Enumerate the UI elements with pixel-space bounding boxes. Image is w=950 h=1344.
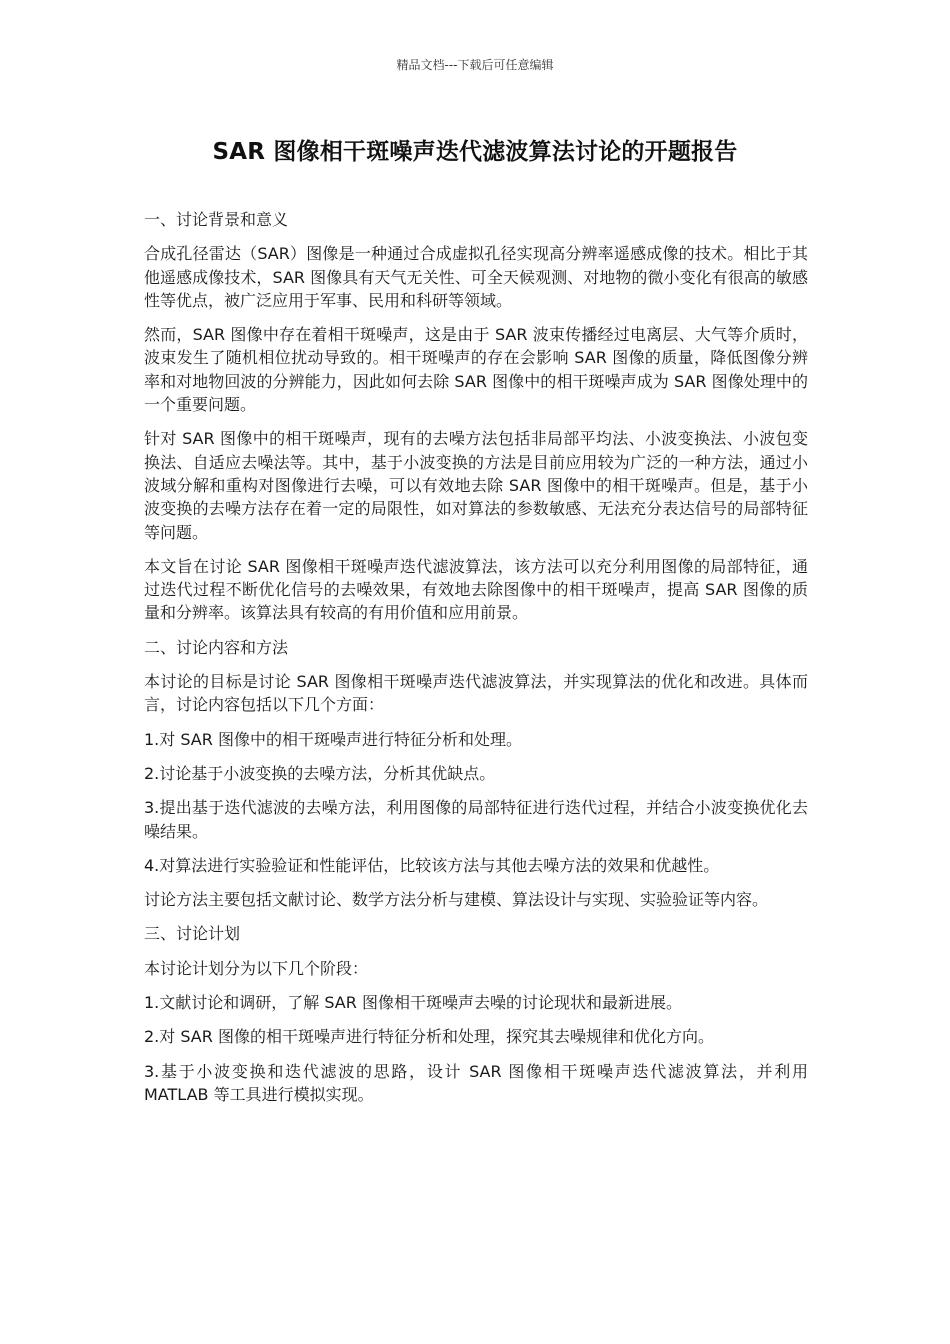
list-item: 2.对 SAR 图像的相干斑噪声进行特征分析和处理，探究其去噪规律和优化方向。 — [144, 1027, 714, 1047]
section-heading-content-methods: 二、讨论内容和方法 — [144, 637, 289, 657]
page-header: 精品文档---下载后可任意编辑 — [396, 58, 554, 72]
paragraph: 讨论方法主要包括文献讨论、数学方法分析与建模、算法设计与实现、实验验证等内容。 — [144, 890, 769, 910]
paragraph: 然而，SAR 图像中存在着相干斑噪声，这是由于 SAR 波束传播经过电离层、大气等介质时，波束发生了随机相位扰动导致的。相干斑噪声的存在会影响 SAR 图像的质量，降低图像分辨率和对地物回波的分辨能力，因此如何去除 SAR 图像中的相干斑噪声成为 SAR 图像处理中的一个重要问题。 — [144, 325, 808, 415]
list-item: 1.文献讨论和调研，了解 SAR 图像相干斑噪声去噪的讨论现状和最新进展。 — [144, 993, 682, 1013]
paragraph: 合成孔径雷达（SAR）图像是一种通过合成虚拟孔径实现高分辨率遥感成像的技术。相比于其他遥感成像技术，SAR 图像具有天气无关性、可全天候观测、对地物的微小变化有很高的敏感性等优点，被广泛应用于军事、民用和科研等领域。 — [144, 244, 808, 310]
list-item: 3.基于小波变换和迭代滤波的思路，设计 SAR 图像相干斑噪声迭代滤波算法，并利用 MATLAB 等工具进行模拟实现。 — [144, 1061, 808, 1104]
paragraph: 本讨论计划分为以下几个阶段： — [144, 958, 369, 978]
paragraph: 针对 SAR 图像中的相干斑噪声，现有的去噪方法包括非局部平均法、小波变换法、小波包变换法、自适应去噪法等。其中，基于小波变换的方法是目前应用较为广泛的一种方法，通过小波域分解和重构对图像进行去噪，可以有效地去除 SAR 图像中的相干斑噪声。但是，基于小波变换的去噪方法存在着一定的局限性，如对算法的参数敏感、无法充分表达信号的局部特征等问题。 — [144, 429, 808, 542]
list-item: 2.讨论基于小波变换的去噪方法，分析其优缺点。 — [144, 763, 496, 783]
list-item: 1.对 SAR 图像中的相干斑噪声进行特征分析和处理。 — [144, 729, 522, 749]
list-item: 4.对算法进行实验验证和性能评估，比较该方法与其他去噪方法的效果和优越性。 — [144, 855, 720, 875]
section-heading-plan: 三、讨论计划 — [144, 924, 241, 944]
paragraph: 本讨论的目标是讨论 SAR 图像相干斑噪声迭代滤波算法，并实现算法的优化和改进。具体而言，讨论内容包括以下几个方面： — [144, 672, 808, 715]
document-title: SAR 图像相干斑噪声迭代滤波算法讨论的开题报告 — [212, 139, 738, 165]
paragraph: 本文旨在讨论 SAR 图像相干斑噪声迭代滤波算法，该方法可以充分利用图像的局部特征，通过迭代过程不断优化信号的去噪效果，有效地去除图像中的相干斑噪声，提高 SAR 图像的质量和分辨率。该算法具有较高的有用价值和应用前景。 — [144, 556, 808, 623]
list-item: 3.提出基于迭代滤波的去噪方法，利用图像的局部特征进行迭代过程，并结合小波变换优化去噪结果。 — [144, 798, 808, 841]
section-heading-background: 一、讨论背景和意义 — [144, 210, 289, 229]
document-body — [144, 208, 808, 1117]
